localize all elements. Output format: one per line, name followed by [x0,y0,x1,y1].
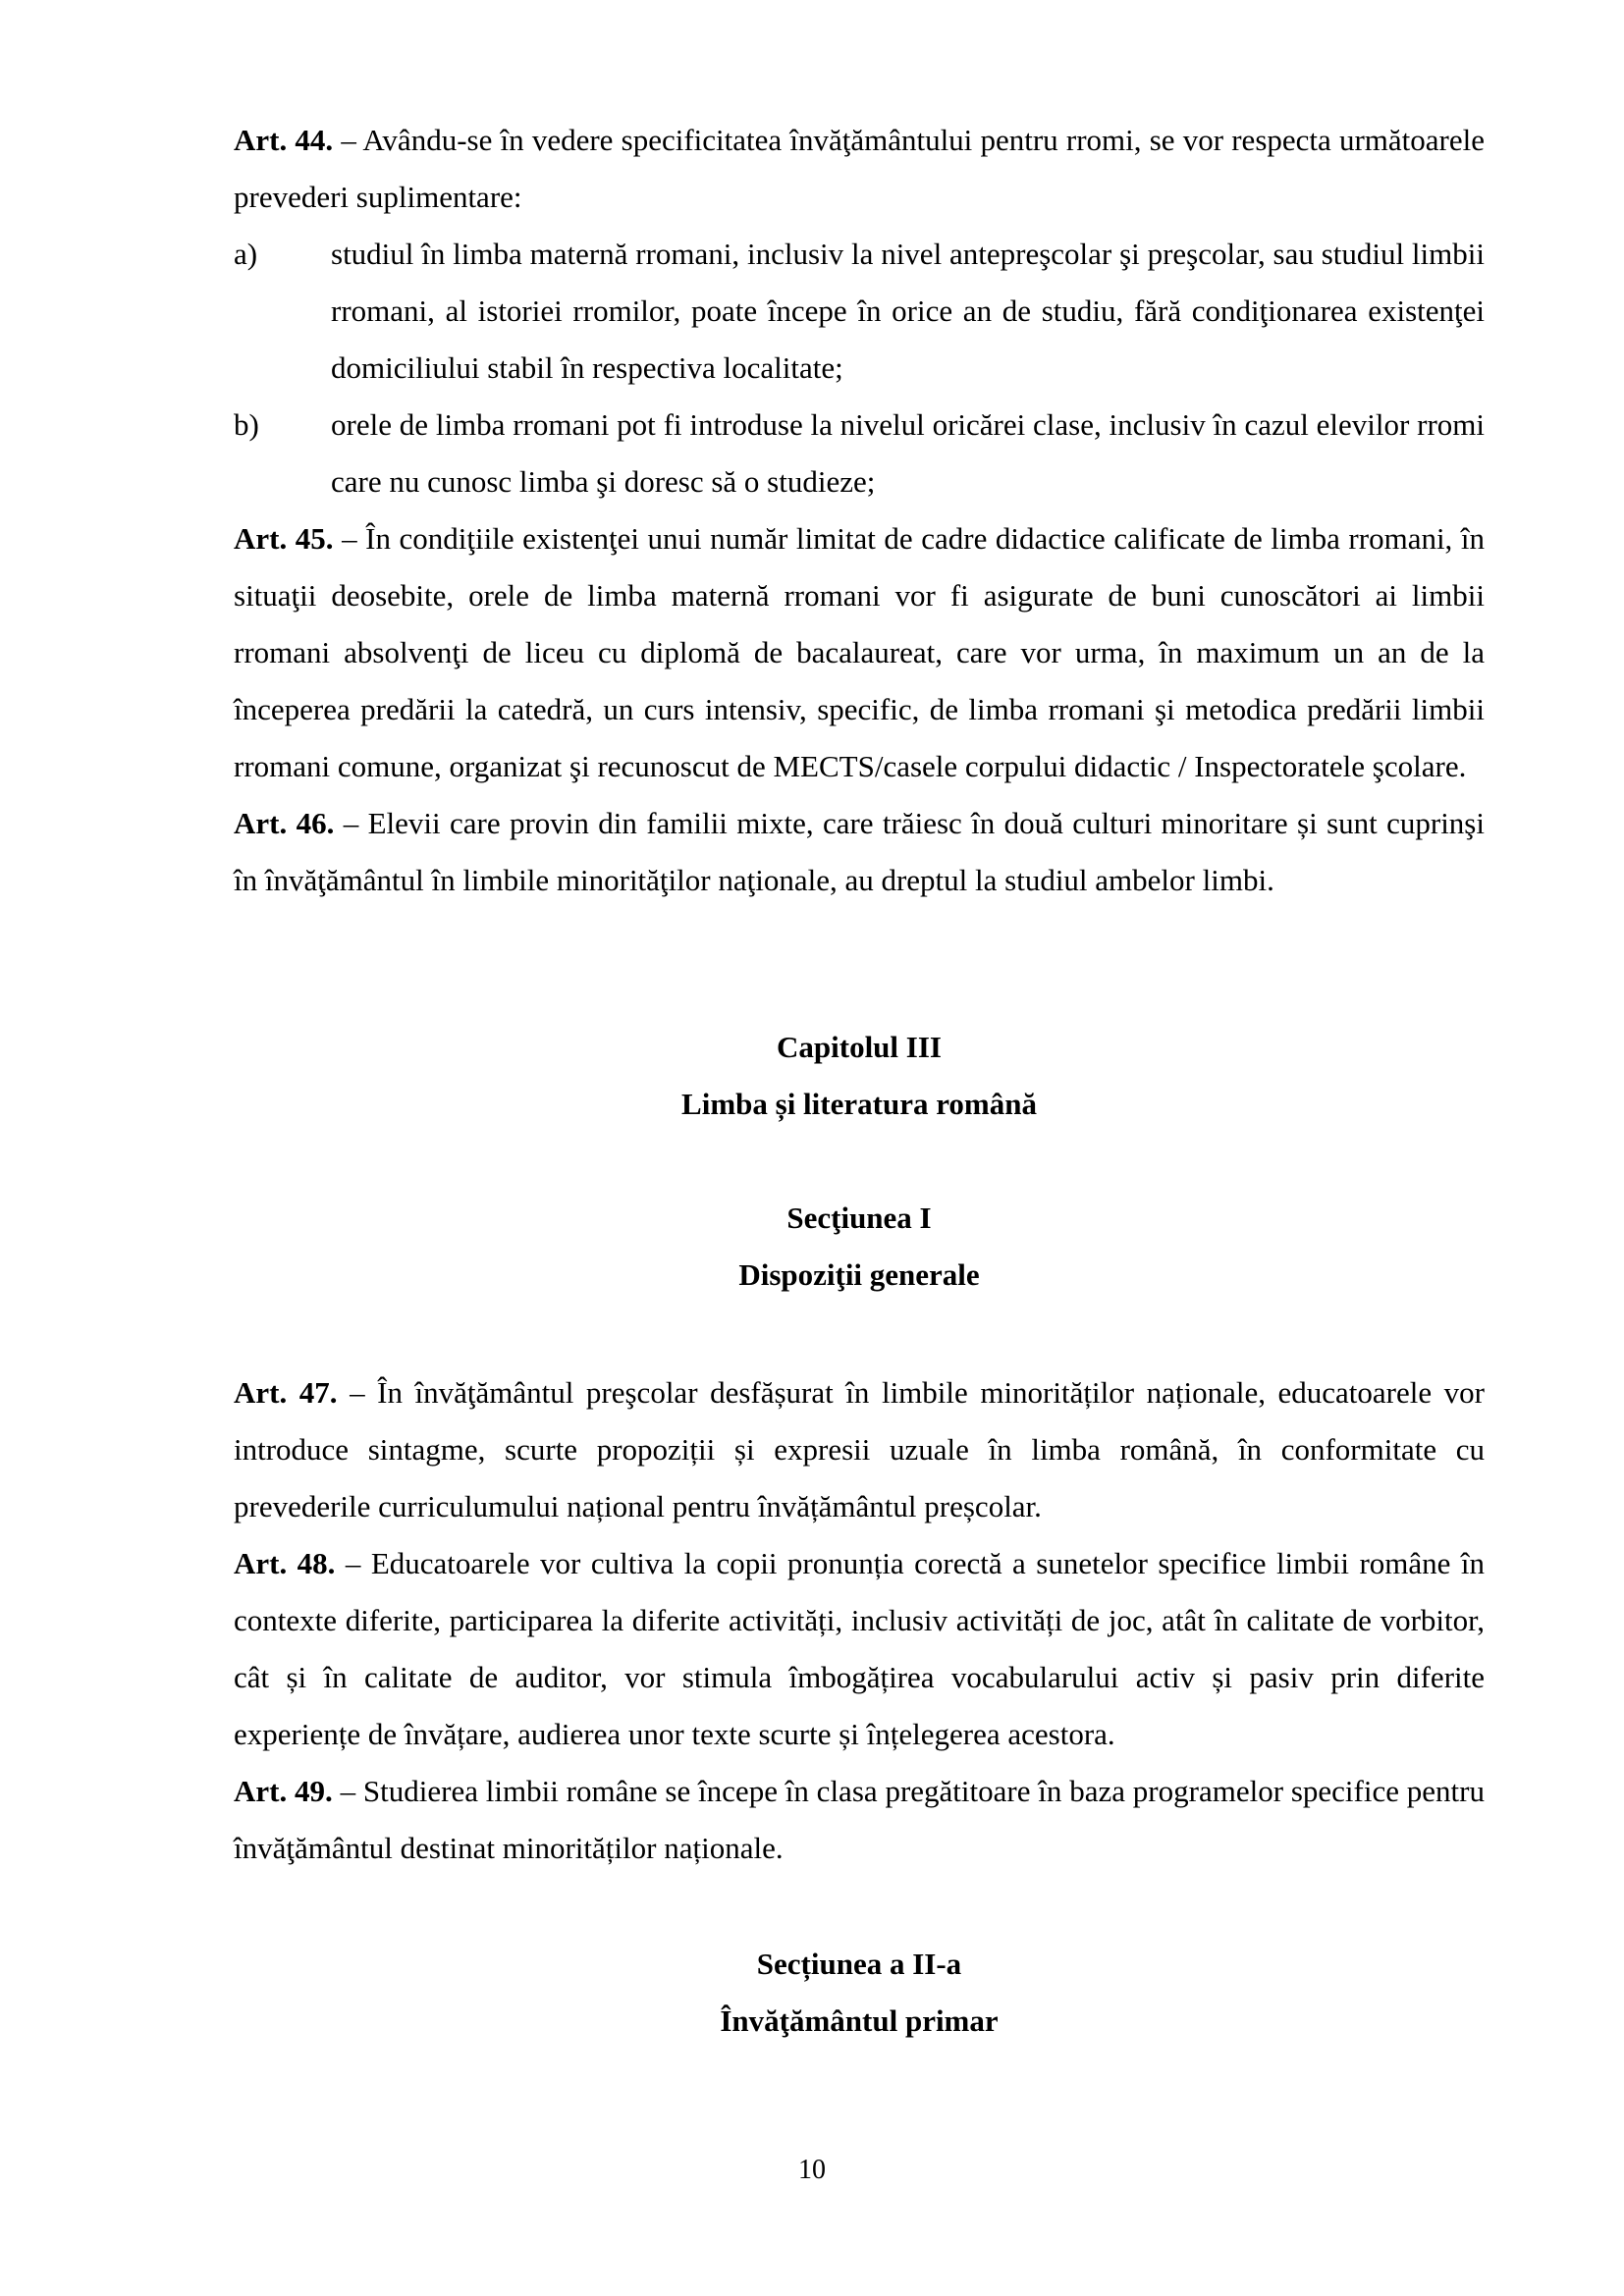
chapter-title: Capitolul III [777,1030,942,1064]
article-49-text: – Studierea limbii române se începe în clasa pregătitoare în baza programelor specifice pentru învăţământul destinat minorităților naționale. [234,1774,1485,1865]
section-1-title: Secţiunea I [786,1201,932,1235]
section-2-heading [234,1936,1485,2050]
article-49-label: Art. 49. [234,1774,333,1808]
list-marker-b: b) [234,407,259,442]
list-marker-a: a) [234,237,258,271]
article-49 [234,1763,1485,1877]
article-44-item-a [234,226,1485,397]
article-46 [234,795,1485,909]
article-46-text: – Elevii care provin din familii mixte, care trăiesc în două culturi minoritare și sunt cuprinşi în învăţământul în limbile minorităţilor naţionale, au dreptul la studiul ambelor limbi. [234,806,1485,897]
section-2-title: Secțiunea a II-a [756,1947,962,1981]
article-46-label: Art. 46. [234,806,335,840]
article-44-label: Art. 44. [234,123,334,157]
article-48-label: Art. 48. [234,1546,336,1580]
article-45 [234,510,1485,795]
article-48 [234,1535,1485,1763]
article-47-text: – În învăţământul preşcolar desfășurat în limbile minorităților naționale, educatoarele vor introduce sintagme, scurte propoziții și expresii uzuale în limba română, în conformitate cu prevederile curriculumului național pentru învățământul preșcolar. [234,1375,1485,1523]
article-47-label: Art. 47. [234,1375,338,1410]
article-48-text: – Educatoarele vor cultiva la copii pronunția corectă a sunetelor specifice limbii române în contexte diferite, participarea la diferite activități, inclusiv activități de joc, atât în calitate de vorbitor, cât și în calitate de auditor, vor stimula îmbogățirea vocabularului activ și pasiv prin diferite experiențe de învățare, audierea unor texte scurte și înțelegerea acestora. [234,1546,1485,1751]
section-2-subtitle: Învăţământul primar [720,2003,999,2038]
chapter-subtitle: Limba și literatura română [681,1087,1037,1121]
article-47 [234,1364,1485,1535]
article-44-text: – Avându-se în vedere specificitatea învăţământului pentru rromi, se vor respecta următoarele prevederi suplimentare: [234,123,1485,214]
article-45-text: – În condiţiile existenţei unui număr limitat de cadre didactice calificate de limba rromani, în situaţii deosebite, orele de limba maternă rromani vor fi asigurate de buni cunoscători ai limbii rromani absolvenţi de liceu cu diplomă de bacalaureat, care vor urma, în maximum un an de la începerea predării la catedră, un curs intensiv, specific, de limba rromani şi metodica predării limbii rromani comune, organizat şi recunoscut de MECTS/casele corpului didactic / Inspectoratele şcolare. [234,521,1485,783]
page-number: 10 [798,2155,826,2185]
chapter-heading [234,1019,1485,1133]
section-1-subtitle: Dispoziţii generale [738,1257,980,1292]
list-item-b-text: orele de limba rromani pot fi introduse la nivelul oricărei clase, inclusiv în cazul elevilor rromi care nu cunosc limba şi doresc să o studieze; [331,407,1485,499]
articles-block-1 [234,112,1485,909]
article-44 [234,112,1485,226]
articles-block-2 [234,1364,1485,1877]
article-44-item-b [234,397,1485,510]
article-45-label: Art. 45. [234,521,334,556]
list-item-a-text: studiul în limba maternă rromani, inclusiv la nivel antepreşcolar şi preşcolar, sau studiul limbii rromani, al istoriei rromilor, poate începe în orice an de studiu, fără condiţionarea existenţei domiciliului stabil în respectiva localitate; [331,237,1485,385]
section-1-heading [234,1190,1485,1304]
